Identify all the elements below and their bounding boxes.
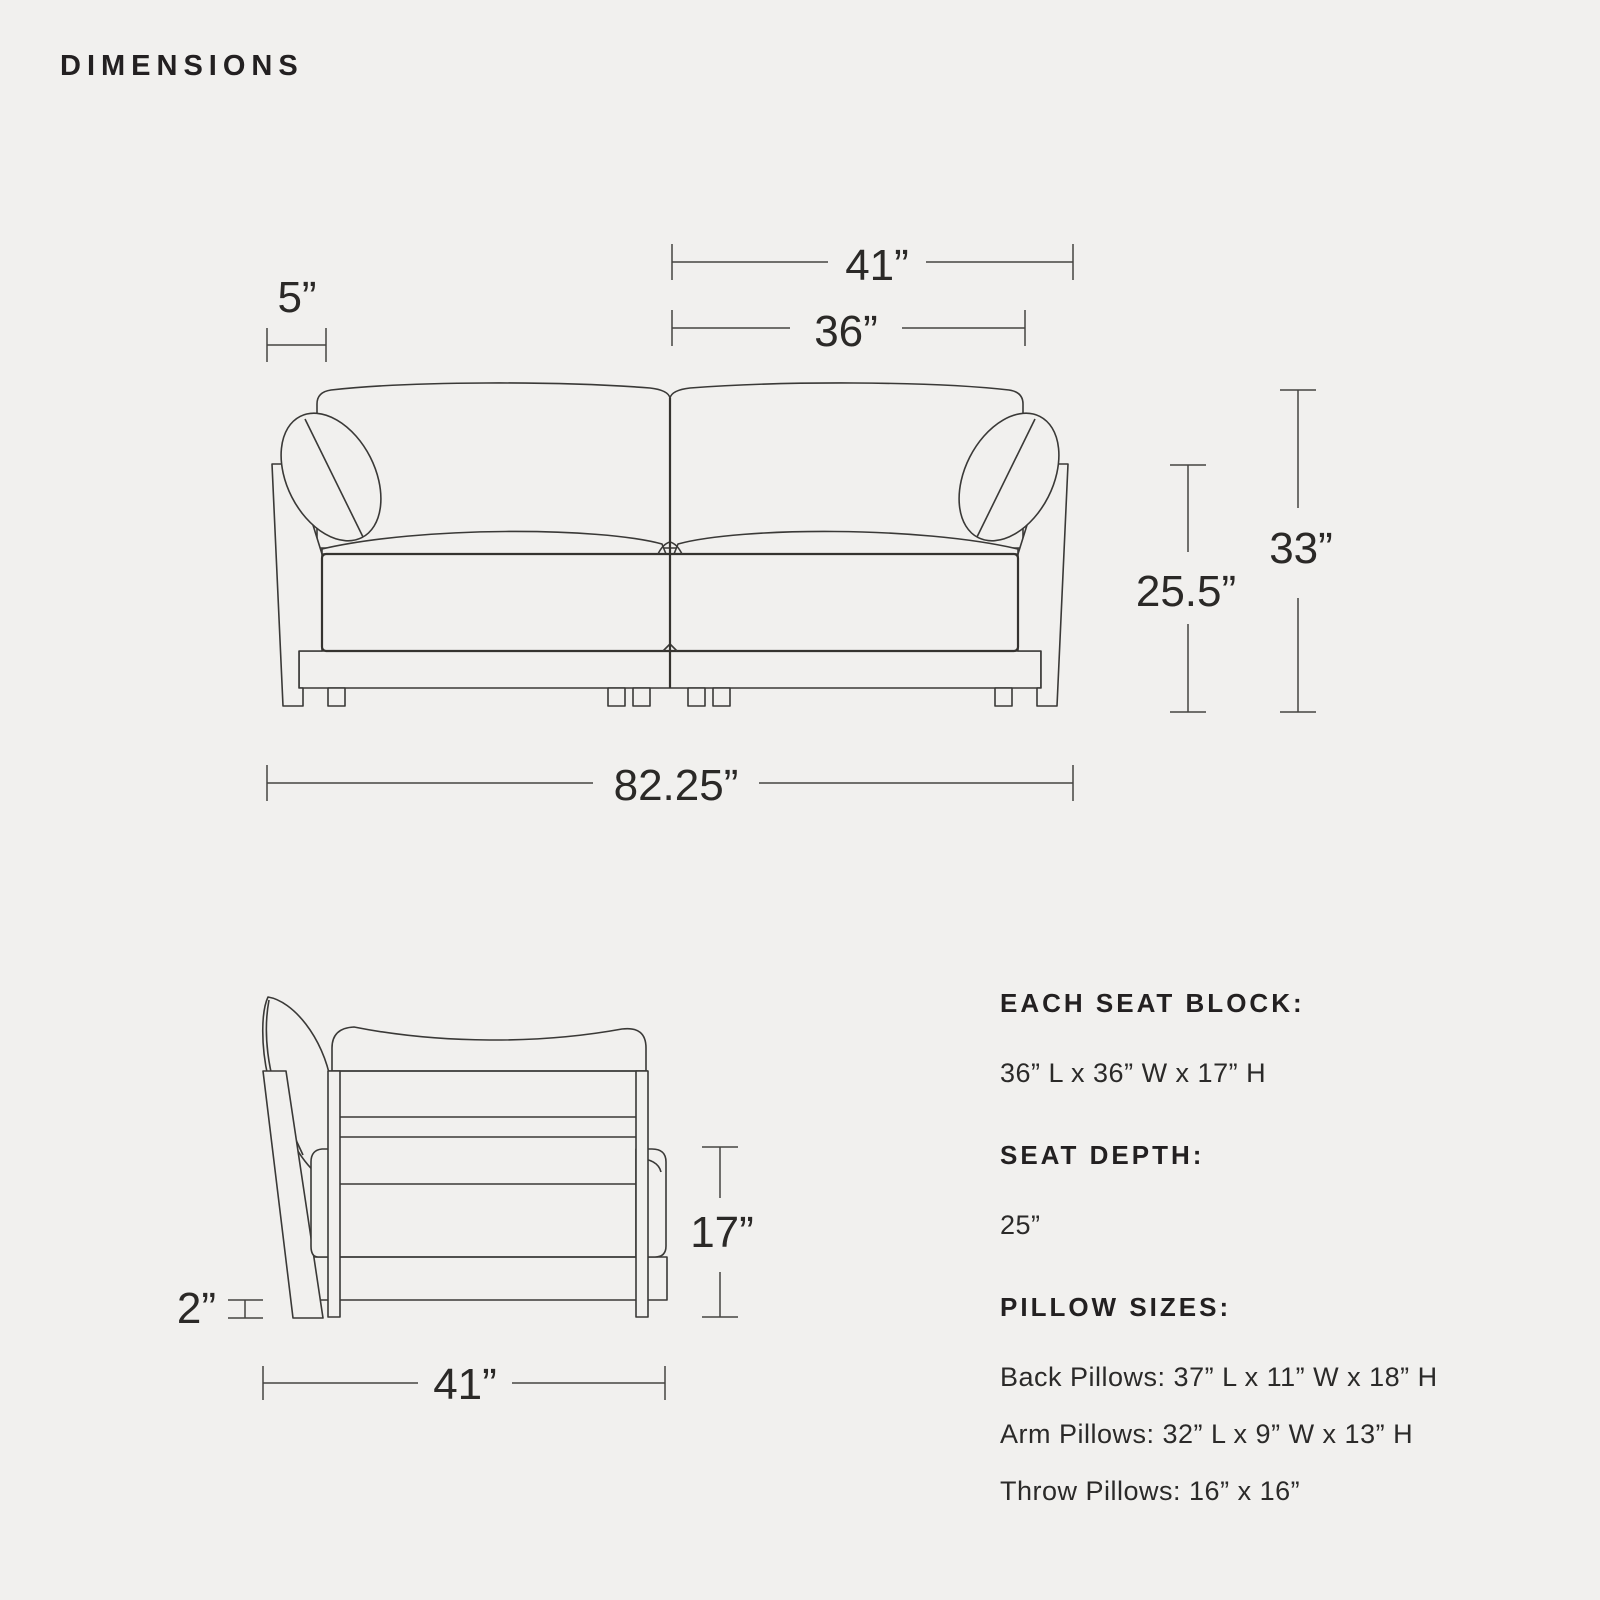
spec-section-seat-depth (1000, 1140, 1560, 1254)
front-leg (633, 688, 650, 706)
dim-seat-block-width (672, 241, 1073, 290)
dim-overall-width (267, 761, 1073, 810)
dim-label-depth: 41” (433, 1360, 497, 1409)
front-leg (688, 688, 705, 706)
dim-arm-height (1136, 465, 1236, 712)
side-top-cushion (332, 1027, 646, 1071)
dim-label-seat-height: 17” (690, 1208, 754, 1257)
sofa-side-view (263, 997, 667, 1318)
front-leg (608, 688, 625, 706)
spec-heading-seat-block: EACH SEAT BLOCK: (1000, 988, 1305, 1018)
front-leg (995, 688, 1012, 706)
sofa-front-view (261, 383, 1079, 706)
dim-label-seat-block-width: 41” (845, 241, 909, 290)
dim-label-cushion-width: 36” (814, 307, 878, 356)
dim-label-arm-height: 25.5” (1135, 567, 1237, 616)
dim-label-overall-width: 82.25” (613, 761, 739, 810)
spec-value-arm-pillows: Arm Pillows: 32” L x 9” W x 13” H (1000, 1419, 1414, 1449)
spec-heading-pillow-sizes: PILLOW SIZES: (1000, 1292, 1232, 1322)
front-leg (713, 688, 730, 706)
dim-overall-height (1269, 390, 1333, 712)
dim-leg-height (177, 1284, 263, 1333)
spec-value-seat-depth: 25” (1000, 1210, 1041, 1240)
spec-value-seat-block: 36” L x 36” W x 17” H (1000, 1058, 1267, 1088)
side-frame-slats (340, 1117, 636, 1257)
dim-seat-height (690, 1147, 754, 1317)
dim-depth (263, 1360, 665, 1409)
dim-arm-width (267, 273, 326, 362)
front-leg (328, 688, 345, 706)
spec-heading-seat-depth: SEAT DEPTH: (1000, 1140, 1205, 1170)
spec-value-back-pillows: Back Pillows: 37” L x 11” W x 18” H (1000, 1362, 1438, 1392)
front-legs (328, 688, 1012, 706)
dim-label-overall-height: 33” (1269, 524, 1333, 573)
spec-panel (1000, 988, 1560, 1558)
side-frame-post-front (328, 1071, 340, 1317)
dim-label-leg-height: 2” (176, 1284, 216, 1333)
side-frame-post-back (636, 1071, 648, 1317)
spec-value-throw-pillows: Throw Pillows: 16” x 16” (1000, 1476, 1301, 1506)
spec-section-pillow-sizes (1000, 1292, 1560, 1520)
side-base-rail (312, 1257, 667, 1300)
page-title: DIMENSIONS (60, 50, 304, 82)
dim-label-arm-width: 5” (277, 273, 317, 322)
spec-section-seat-block (1000, 988, 1560, 1102)
dim-cushion-width (672, 307, 1025, 356)
